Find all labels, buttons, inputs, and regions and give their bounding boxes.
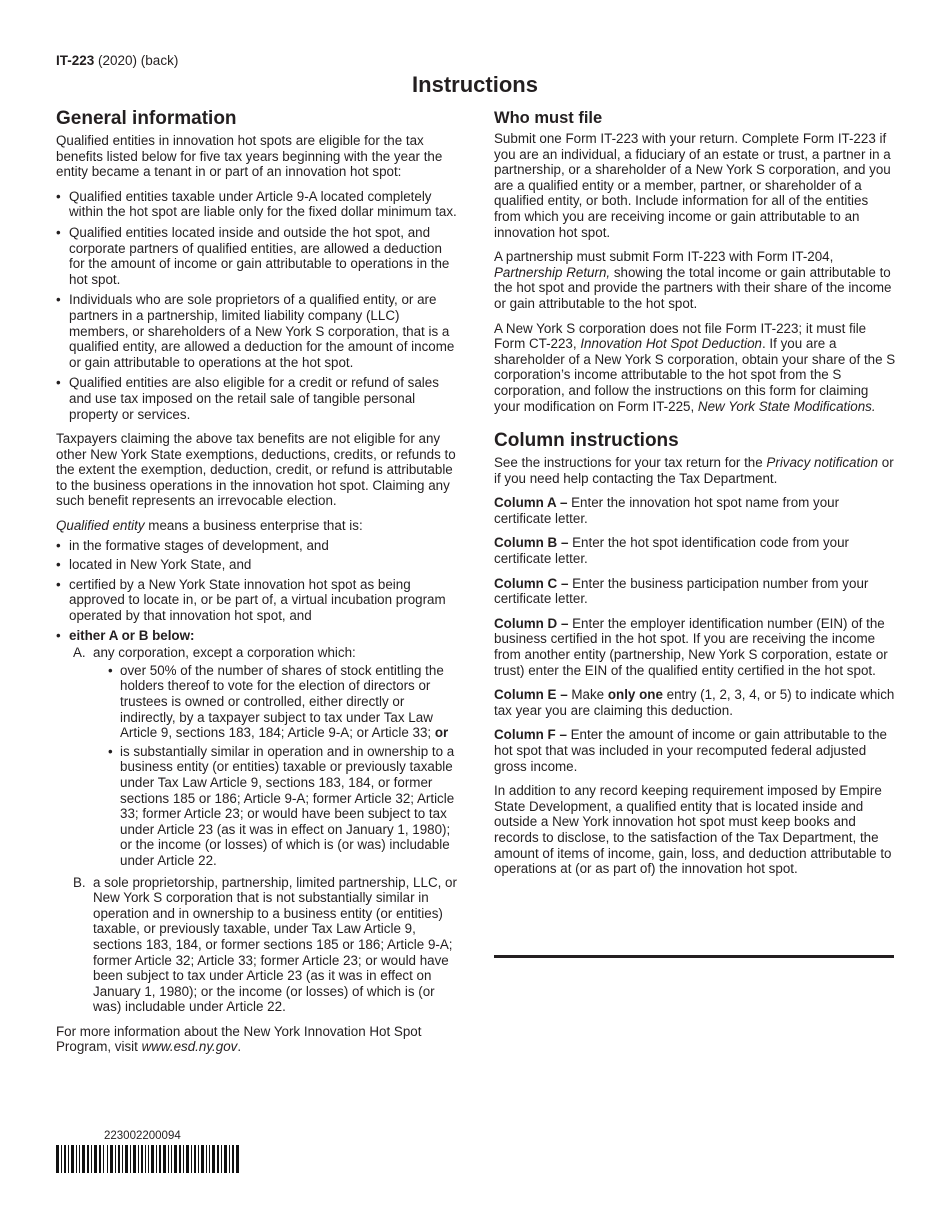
- option-b-text: a sole proprietorship, partnership, limited partnership, LLC, or New York S corporation that is not substantially similar in operation and in ownership to a business entity (or entities) taxable, or previously taxable, under Tax Law Article 9, sections 183, 184, or former sections 185 or 186; Article 9-A; former Article 32; Article 33; former Article 23; or would have been subject to tax under Article 23 (as it was in effect on January 1, 1980); or the income (or losses) of which is (or was) includable under Article 22.: [93, 874, 457, 1015]
- benefit-item: • Qualified entities are also eligible for a credit or refund of sales and use tax imposed on the retail sale of tangible personal property or services.: [56, 375, 459, 422]
- option-a-sub-item: • is substantially similar in operation and in ownership to a business entity (or entities) taxable or previously taxable under Tax Law Article 9, sections 183, 184, or former sections 185 or 186; Article 9-A; former Article 32; Article 33; former Article 23; or would have been subject to tax under Article 23 (as it was in effect on January 1, 1980); or the income (or losses) of which is (or was) includable under Article 22.: [108, 744, 459, 869]
- column-b-text: Enter the hot spot identification code from your certificate letter.: [494, 535, 850, 567]
- column-f-instruction: [494, 727, 896, 774]
- partnership-text-1: A partnership must submit Form IT-223 with Form IT-204,: [494, 249, 834, 265]
- column-c-text: Enter the business participation number from your certificate letter.: [494, 575, 869, 607]
- option-a: [73, 645, 459, 868]
- partnership-return-title: Partnership Return,: [494, 264, 611, 280]
- column-d-text: Enter the employer identification number (EIN) of the business certified in the hot spot. If you are receiving the income from another entity (partnership, New York S corporation, estate or trust) enter the EIN of the qualified entity certified in the hot spot.: [494, 615, 888, 678]
- column-a-label: Column A –: [494, 495, 568, 511]
- barcode-number: 223002200094: [104, 1130, 181, 1142]
- form-year-side: (2020) (back): [94, 53, 179, 68]
- qualified-entity-definition-text: means a business enterprise that is:: [144, 518, 363, 534]
- esd-website-link[interactable]: www.esd.ny.gov: [141, 1039, 238, 1055]
- option-a-sub-item: [108, 663, 459, 741]
- option-a-sub-item-text: over 50% of the number of shares of stock entitling the holders thereof to vote for the election of directors or trustees is owned or controlled, either directly or indirectly, by a taxpayer subject to tax under Tax Law Article 9, sections 183, 184; Article 9-A; or Article 33;: [120, 662, 444, 741]
- form-code: IT-223: [56, 53, 95, 68]
- it-225-title: New York State Modifications.: [697, 398, 876, 414]
- benefit-item: • Individuals who are sole proprietors of a qualified entity, or are partners in a partnership, limited liability company (LLC) members, or shareholders of a New York S corporation, that is a qualified entity, are allowed a deduction for the amount of income or gain attributable to operations at the hot spot.: [56, 292, 459, 370]
- partnership-text-2: showing the total income or gain attributable to the hot spot and provide the partners with their share of the income or gain attributable to the hot spot.: [494, 264, 892, 311]
- who-must-file-paragraph-1: Submit one Form IT-223 with your return. Complete Form IT-223 if you are an individual, a fiduciary of an estate or trust, a partner in a partnership, or a shareholder of a New York S corporation, and you are a qualified entity or a member, partner, or shareholder of a qualified entity, or both. Include information for all of the entities from which you are receiving income or gain attributable to an innovation hot spot.: [494, 131, 891, 240]
- column-b-instruction: [494, 535, 896, 566]
- column-c-label: Column C –: [494, 575, 569, 591]
- general-intro: Qualified entities in innovation hot spots are eligible for the tax benefits listed below for five tax years beginning with the year the entity became a tenant in or part of an innovation hot spot:: [56, 133, 443, 180]
- right-column: [494, 106, 896, 886]
- benefit-item: • Qualified entities taxable under Article 9-A located completely within the hot spot are liable only for the fixed dollar minimum tax.: [56, 189, 459, 220]
- s-corp-text-2: . If you are a shareholder of a New York S corporation, obtain your share of the S corporation’s income attributable to the hot spot from the S corporation, and follow the instructions on this form for claiming your modification on Form IT-225,: [494, 336, 896, 414]
- column-e-text-1: Make: [567, 687, 608, 703]
- column-f-label: Column F –: [494, 727, 567, 743]
- criteria-item: • located in New York State, and: [56, 557, 459, 573]
- option-a-text: any corporation, except a corporation which:: [93, 645, 356, 661]
- criteria-item: • certified by a New York State innovation hot spot as being approved to locate in, or be part of, a virtual incubation program operated by that innovation hot spot, and: [56, 577, 459, 624]
- column-a-instruction: [494, 495, 896, 526]
- column-instructions-intro: [494, 455, 896, 486]
- qualified-entity-term: Qualified entity: [56, 518, 145, 534]
- column-f-text: Enter the amount of income or gain attributable to the hot spot that was included in your recomputed federal adjusted gross income.: [494, 727, 887, 774]
- barcode-icon: [56, 1145, 240, 1173]
- privacy-notification-term: Privacy notification: [766, 455, 879, 471]
- column-intro-text-2: or if you need help contacting the Tax Department.: [494, 455, 894, 486]
- form-identifier: [56, 53, 178, 68]
- benefits-list: [56, 189, 459, 422]
- who-must-file-heading: Who must file: [494, 109, 603, 127]
- column-instructions-heading: Column instructions: [494, 430, 679, 452]
- option-a-sub-or: or: [434, 725, 449, 741]
- left-column: [56, 106, 459, 1064]
- criteria-item: • in the formative stages of development, and: [56, 538, 459, 554]
- record-keeping-paragraph: In addition to any record keeping requirement imposed by Empire State Development, a qualified entity that is located inside and outside a New York innovation hot spot must keep books and records to disclose, to the satisfaction of the Tax Department, the amount of items of income, gain, loss, and deduction attributable to operations at (or as part of) the innovation hot spot.: [494, 783, 892, 877]
- column-a-text: Enter the innovation hot spot name from your certificate letter.: [494, 495, 840, 526]
- option-b-letter: B.: [73, 874, 86, 890]
- more-information-paragraph: [56, 1024, 459, 1055]
- criteria-item-either: [56, 628, 459, 644]
- column-e-only-one: only one: [607, 687, 663, 703]
- option-a-letter: A.: [73, 645, 86, 661]
- s-corp-text-1: A New York S corporation does not file Form IT-223; it must file Form CT-223,: [494, 320, 867, 352]
- option-a-sublist: [93, 663, 459, 869]
- section-end-rule: [494, 955, 894, 958]
- benefit-item: • Qualified entities located inside and outside the hot spot, and corporate partners of qualified entities, are allowed a deduction for the amount of income or gain attributable to operations in the hot spot.: [56, 225, 459, 287]
- more-information-text: For more information about the New York Innovation Hot Spot Program, visit: [56, 1023, 422, 1055]
- column-e-text-2: entry (1, 2, 3, 4, or 5) to indicate which tax year you are claiming this deduction.: [494, 687, 895, 718]
- more-information-end: .: [237, 1039, 242, 1055]
- general-information-heading: General information: [56, 108, 237, 129]
- either-a-or-b-label: either A or B below:: [69, 627, 195, 643]
- who-must-file-paragraph-3: [494, 321, 896, 415]
- qualified-entity-definition: [56, 518, 459, 534]
- option-b: [73, 875, 459, 1015]
- column-d-instruction: [494, 616, 896, 678]
- qualified-entity-criteria-list: [56, 538, 459, 644]
- not-eligible-paragraph: Taxpayers claiming the above tax benefits are not eligible for any other New York State exemptions, deductions, credits, or refunds to the extent the exemption, deduction, credit, or refund is attributable to the business operations in the innovation hot spot. Claiming any such benefit represents an irrevocable election.: [56, 431, 456, 509]
- column-b-label: Column B –: [494, 535, 569, 551]
- page-title: Instructions: [412, 72, 538, 97]
- ct-223-title: Innovation Hot Spot Deduction: [580, 336, 762, 352]
- column-intro-text-1: See the instructions for your tax return for the: [494, 455, 767, 471]
- who-must-file-paragraph-2: [494, 249, 896, 311]
- column-c-instruction: [494, 576, 896, 607]
- column-d-label: Column D –: [494, 615, 569, 631]
- column-e-instruction: [494, 687, 896, 718]
- column-e-label: Column E –: [494, 687, 568, 703]
